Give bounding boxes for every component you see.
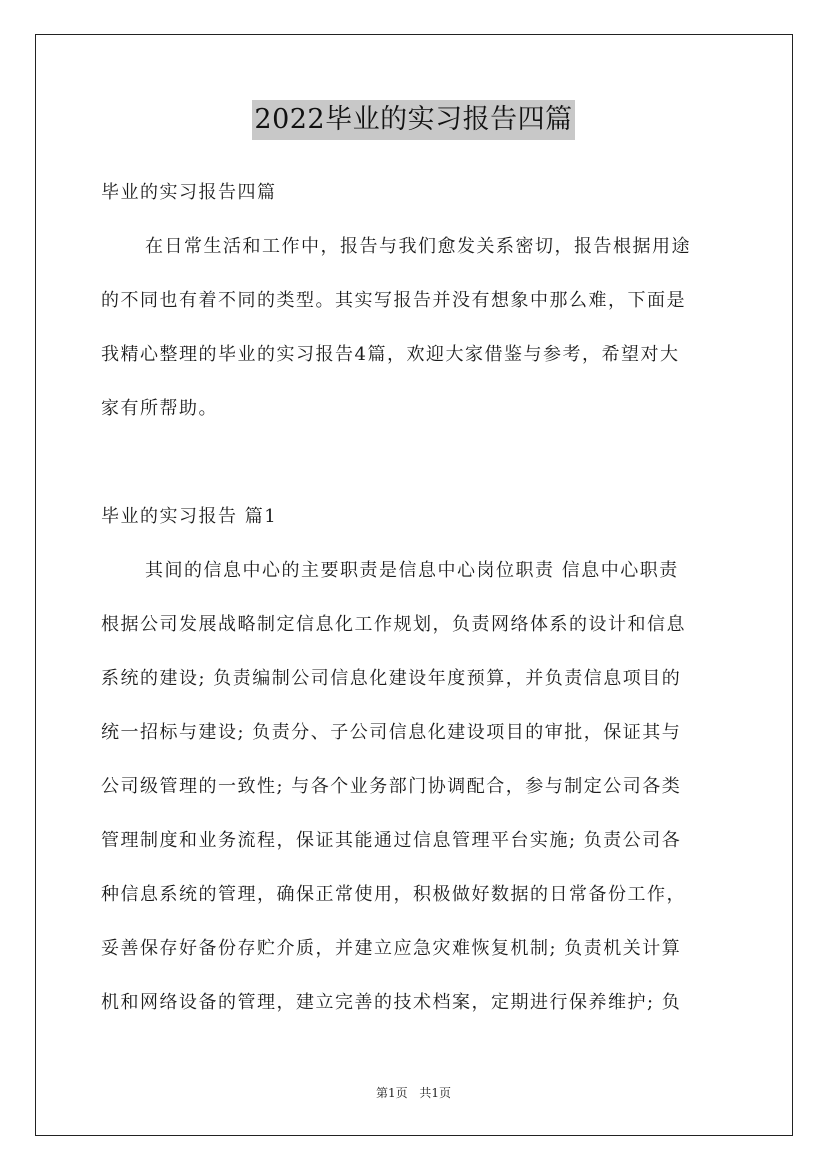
body-line: 系统的建设; 负责编制公司信息化建设年度预算，并负责信息项目的 [101, 668, 682, 689]
intro-line: 的不同也有着不同的类型。其实写报告并没有想象中那么难，下面是 [101, 290, 686, 311]
document-title: 2022毕业的实习报告四篇 [252, 100, 574, 140]
document-subtitle: 毕业的实习报告四篇 [101, 182, 277, 203]
intro-line: 在日常生活和工作中，报告与我们愈发关系密切，报告根据用途 [145, 236, 691, 257]
body-line: 其间的信息中心的主要职责是信息中心岗位职责 信息中心职责 [145, 560, 679, 581]
title-container [0, 100, 827, 140]
body-line: 妥善保存好备份存贮介质，并建立应急灾难恢复机制; 负责机关计算 [101, 938, 682, 959]
body-line: 机和网络设备的管理，建立完善的技术档案，定期进行保养维护; 负 [101, 992, 682, 1013]
body-line: 根据公司发展战略制定信息化工作规划，负责网络体系的设计和信息 [101, 614, 686, 635]
intro-line: 家有所帮助。 [101, 398, 218, 419]
body-line: 管理制度和业务流程，保证其能通过信息管理平台实施; 负责公司各 [101, 830, 682, 851]
paragraph-gap [101, 440, 729, 494]
body-line: 统一招标与建设; 负责分、子公司信息化建设项目的审批，保证其与 [101, 722, 682, 743]
page-number: 第1页 [375, 1086, 408, 1100]
page-footer [0, 1084, 827, 1101]
intro-line: 我精心整理的毕业的实习报告4篇，欢迎大家借鉴与参考，希望对大 [101, 344, 680, 365]
page-total: 共1页 [419, 1086, 452, 1100]
section-heading: 毕业的实习报告 篇1 [101, 506, 278, 527]
body-line: 公司级管理的一致性; 与各个业务部门协调配合，参与制定公司各类 [101, 776, 682, 797]
body-line: 种信息系统的管理，确保正常使用，积极做好数据的日常备份工作， [101, 884, 686, 905]
document-body [101, 170, 729, 1034]
